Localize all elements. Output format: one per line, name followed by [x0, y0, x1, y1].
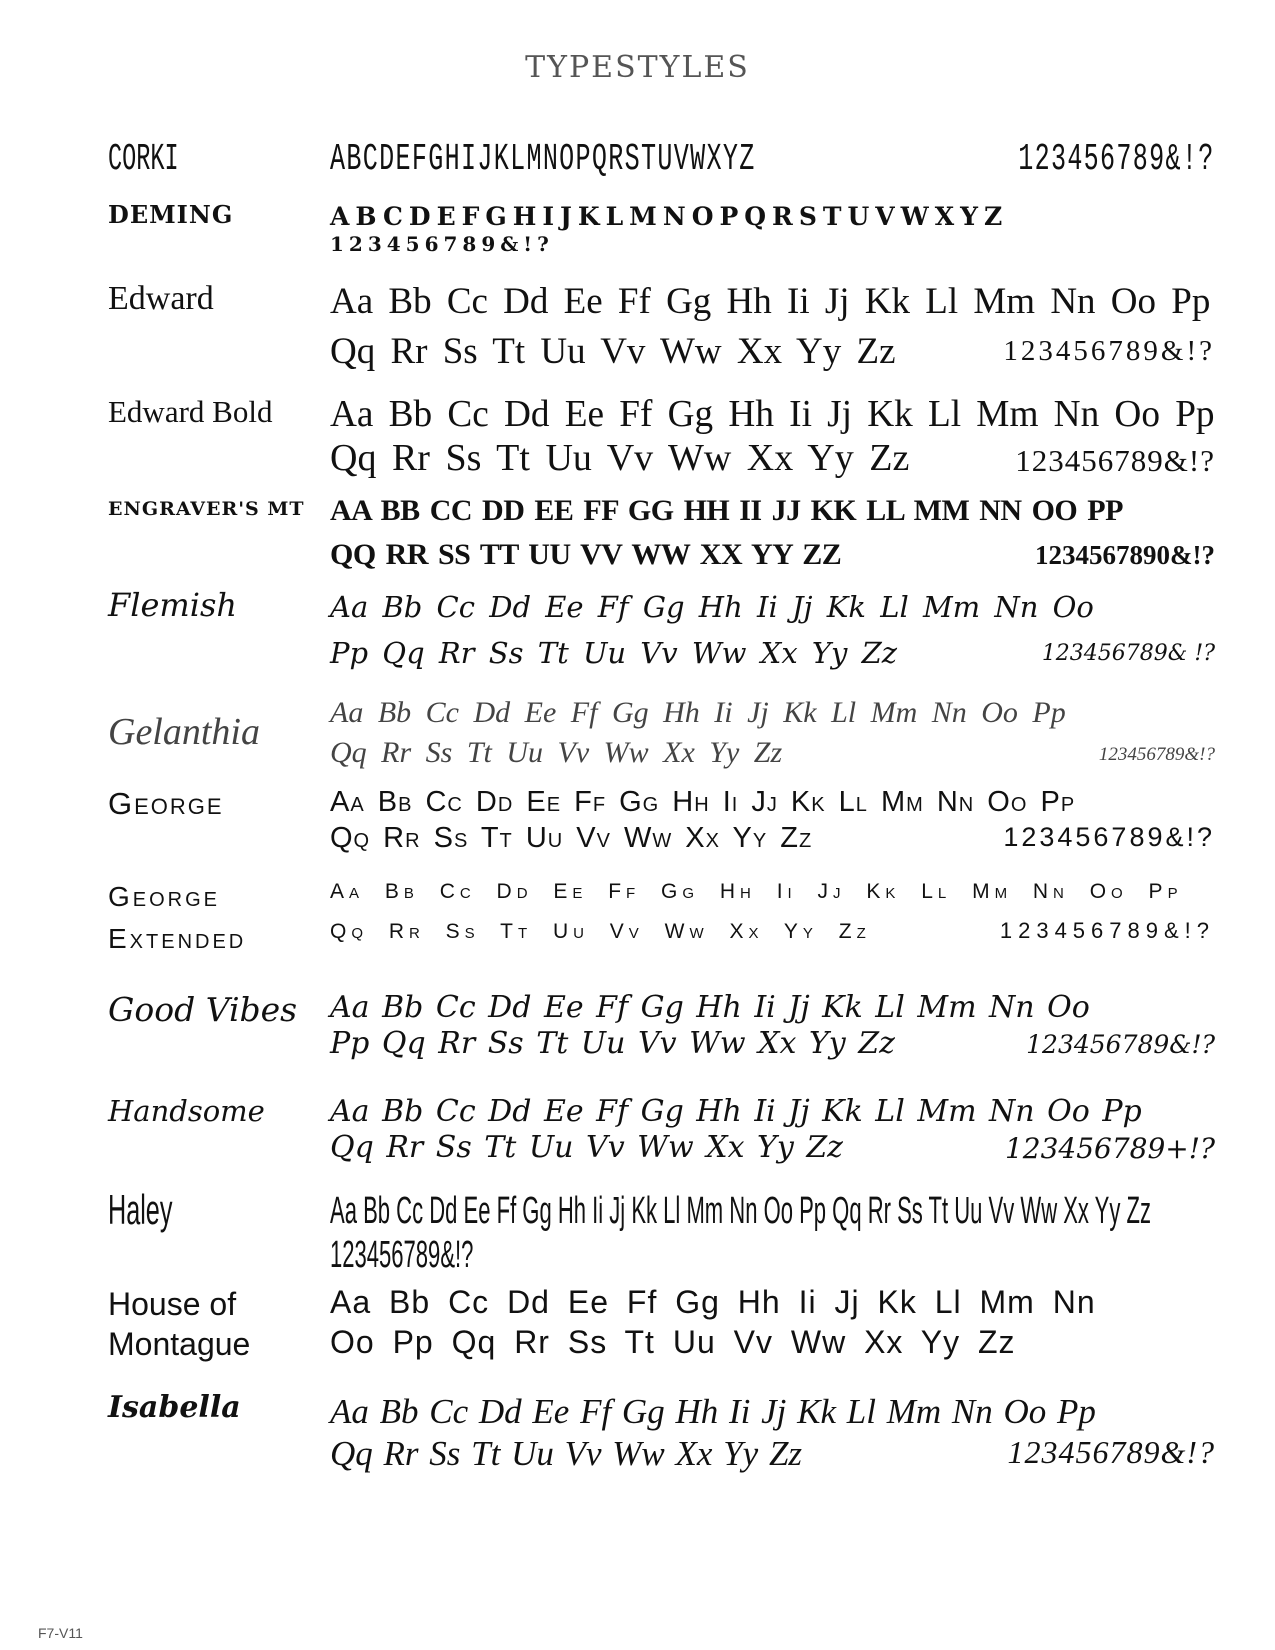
sample-line-2: Qq Rr Ss Tt Uu Vv Ww Xx Yy Zz — [330, 437, 910, 479]
sample-line-1: Aa Bb Cc Dd Ee Ff Gg Hh Ii Jj Kk Ll Mm Nn Oo Pp — [330, 1392, 1096, 1431]
sample-numbers: 1234567890&!? — [1035, 540, 1215, 570]
sample-line-1: Aa Bb Cc Dd Ee Ff Gg Hh Ii Jj Kk Ll Mm Nn Oo Pp — [330, 1094, 1142, 1129]
typestyle-name: Edward Bold — [108, 394, 273, 429]
sample-line-1: Aa Bb Cc Dd Ee Ff Gg Hh Ii Jj Kk Ll Mm Nn Oo Pp — [330, 786, 1076, 818]
sample-line-2: QQ RR SS TT UU VV WW XX YY ZZ — [330, 538, 842, 571]
typestyle-name: House of Montague — [108, 1286, 251, 1362]
sample-line-2: Oo Pp Qq Rr Ss Tt Uu Vv Ww Xx Yy Zz — [330, 1324, 1016, 1360]
sample-line-1: Aa Bb Cc Dd Ee Ff Gg Hh Ii Jj Kk Ll Mm Nn Oo Pp — [330, 880, 1183, 903]
sample-line-1: Aa Bb Cc Dd Ee Ff Gg Hh Ii Jj Kk Ll Mm Nn Oo Pp — [330, 696, 1066, 729]
sample-numbers: 123456789&!? — [1015, 443, 1215, 478]
typestyle-name: George Extended — [108, 881, 247, 954]
sample-line-1: ABCDEFGHIJKLMNOPQRSTUVWXYZ — [330, 202, 1009, 231]
sample-numbers: 123456789&!? — [1026, 1030, 1215, 1059]
sample-line-1: Aa Bb Cc Dd Ee Ff Gg Hh Ii Jj Kk Ll Mm Nn Oo — [330, 590, 1094, 624]
sample-line-1: Aa Bb Cc Dd Ee Ff Gg Hh Ii Jj Kk Ll Mm Nn Oo Pp — [330, 281, 1211, 322]
sample-line-2: Qq Rr Ss Tt Uu Vv Ww Xx Yy Zz — [330, 331, 896, 372]
typestyle-name: ENGRAVER'S MT — [108, 498, 305, 520]
typestyle-name: Isabella — [108, 1390, 241, 1425]
typestyle-name: Good Vibes — [108, 990, 298, 1029]
typestyle-name: Haley — [108, 1186, 173, 1233]
typestyle-name: George — [108, 786, 224, 821]
sample-numbers: 123456789&!? — [1007, 1434, 1215, 1470]
sample-numbers: 123456789&!? — [1003, 335, 1215, 367]
typestyle-name: DEMING — [108, 200, 234, 229]
sample-numbers: 123456789&!? — [1003, 822, 1215, 852]
typestyle-name: Handsome — [108, 1094, 265, 1128]
sample-line-1: ABCDEFGHIJKLMNOPQRSTUVWXYZ — [330, 138, 756, 181]
sample-line-1: Aa Bb Cc Dd Ee Ff Gg Hh Ii Jj Kk Ll Mm Nn Oo Pp Qq Rr Ss Tt Uu Vv Ww Xx Yy Zz — [330, 1190, 1152, 1232]
typestyle-name: Flemish — [108, 586, 237, 624]
sample-line-1: AA BB CC DD EE FF GG HH II JJ KK LL MM NN OO PP — [330, 494, 1123, 527]
sample-numbers: 123456789& !? — [1041, 641, 1215, 666]
typestyle-name: CORKI — [108, 138, 179, 181]
sample-line-2: Qq Rr Ss Tt Uu Vv Ww Xx Yy Zz — [330, 736, 783, 769]
footer-code: F7-V11 — [38, 1625, 83, 1641]
sample-line-2: 123456789&!? — [330, 1234, 474, 1276]
sample-line-1: Aa Bb Cc Dd Ee Ff Gg Hh Ii Jj Kk Ll Mm Nn Oo Pp — [330, 393, 1215, 435]
sample-line-2: Qq Rr Ss Tt Uu Vv Ww Xx Yy Zz — [330, 1130, 843, 1165]
sample-line-2: 123456789&!? — [330, 232, 554, 256]
typestyle-name: Edward — [108, 280, 214, 317]
sample-line-2: Qq Rr Ss Tt Uu Vv Ww Xx Yy Zz — [330, 1434, 803, 1473]
sample-line-2: Pp Qq Rr Ss Tt Uu Vv Ww Xx Yy Zz — [330, 636, 898, 670]
typestyle-name: Gelanthia — [108, 711, 260, 753]
sample-line-2: Qq Rr Ss Tt Uu Vv Ww Xx Yy Zz — [330, 822, 813, 854]
sample-line-2: Pp Qq Rr Ss Tt Uu Vv Ww Xx Yy Zz — [330, 1026, 895, 1061]
sample-line-2: Qq Rr Ss Tt Uu Vv Ww Xx Yy Zz — [330, 920, 871, 943]
sample-numbers: 123456789&!? — [999, 918, 1215, 943]
sample-numbers: 123456789+!? — [1004, 1132, 1215, 1165]
sample-line-1: Aa Bb Cc Dd Ee Ff Gg Hh Ii Jj Kk Ll Mm Nn Oo — [330, 990, 1090, 1025]
sample-numbers: 123456789&!? — [1098, 744, 1215, 765]
sample-numbers: 123456789&!? — [1018, 138, 1215, 181]
page-title: TYPESTYLES — [525, 50, 750, 85]
sample-line-1: Aa Bb Cc Dd Ee Ff Gg Hh Ii Jj Kk Ll Mm Nn — [330, 1284, 1096, 1320]
